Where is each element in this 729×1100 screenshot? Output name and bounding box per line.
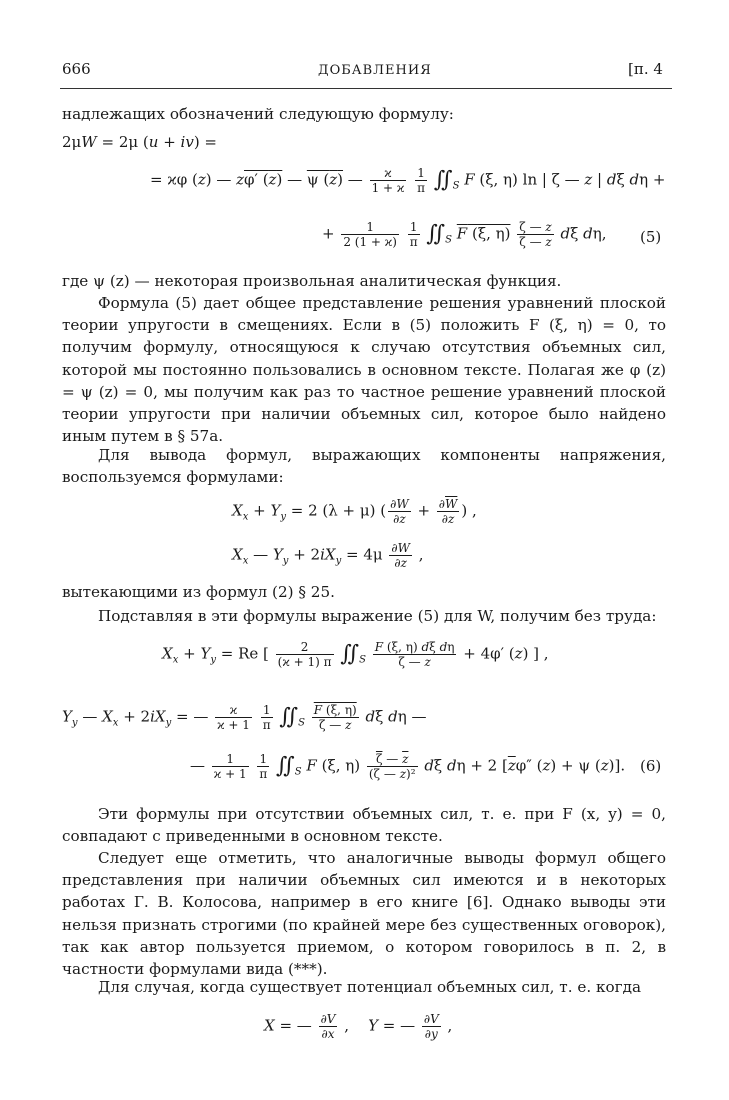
header-rule bbox=[60, 88, 672, 89]
equation-stress-diff: $X_x$ — $Y_y + 2iX_y = 4\mu$ $\frac{\partial W}{\partial\overline{z}}$ , bbox=[232, 541, 424, 570]
equation-5-line-2: = ϰφ (z) — zφ′ (z) — ψ (z) — $\frac{ϰ}{1 + ϰ}$ $\frac{1}{\pi}$ $∬_S$ F (ξ, η) ln | ζ — z | dξ dη + bbox=[150, 166, 666, 195]
paragraph-intro: надлежащих обозначений следующую формулу: bbox=[62, 105, 454, 123]
equation-5-line-3: + $\frac{1}{2 (1 + ϰ)}$ $\frac{1}{\pi}$ $∬_S$ F (ξ, η) $\frac{\zeta — z}{\overline{\zeta} — \overline{z}}$ dξ dη, bbox=[322, 220, 607, 249]
equation-potential: X = — $\frac{\partial V}{\partial x}$ , Y = — $\frac{\partial V}{\partial y}$ , bbox=[264, 1012, 453, 1041]
equation-result-sum: $X_x + Y_y = Re$ [ $\frac{2}{(ϰ + 1) \pi}$ $∬_S$ $\frac{\text{F (ξ, η) dξ dη}}{\zeta — z}$ + 4φ′ (z) ] , bbox=[162, 640, 549, 669]
equation-5-line-1: 2μW = 2μ (u + iv) = bbox=[62, 133, 218, 151]
equation-5-number: (5) bbox=[640, 228, 662, 246]
paragraph-from-formulas: вытекающими из формул (2) § 25. bbox=[62, 583, 335, 601]
paragraph-substituting: Подставляя в эти формулы выражение (5) для W, получим без труда: bbox=[98, 607, 657, 625]
running-title: ДОБАВЛЕНИЯ bbox=[318, 63, 432, 78]
paragraph-formula-5: Формула (5) дает общее представление решения уравнений плоской теории упругости в смещениях. Если в (5) положить F (ξ, η) = 0, то получим формулу, относящуюся к случаю отсутствия объемных сил, которой мы постоянно пользовались в основном тексте. Полагая же φ (z) = ψ (z) = 0, мы получим как раз то частное решение уравнений плоской теории упругости при наличии объемных сил, которое было найдено иным путем в § 57а. bbox=[62, 294, 666, 446]
section-marker: [п. 4 bbox=[628, 60, 663, 78]
equation-6-line-1: $Y_y$ — $X_x + 2iX_y$ = — $\frac{ϰ}{ϰ + 1}$ $\frac{1}{\pi}$ $∬_S$ $\frac{F (\xi, \eta)}{\zeta — z}$ dξ dη — bbox=[62, 703, 427, 732]
equation-stress-sum: $X_x + Y_y = 2$ (λ + μ) ( $\frac{\partial W}{\partial z}$ + $\frac{\partial\overline{W}}{\partial\overline{z}}$ ) , bbox=[232, 497, 477, 526]
paragraph-stress-derivation: Для вывода формул, выражающих компоненты напряжения, воспользуемся формулами: bbox=[62, 446, 666, 487]
page-number: 666 bbox=[62, 60, 91, 78]
paragraph-without-body-forces: Эти формулы при отсутствии объемных сил, т. е. при F (x, y) = 0, совпадают с приведенными в основном тексте. bbox=[62, 805, 666, 846]
paragraph-potential: Для случая, когда существует потенциал объемных сил, т. е. когда bbox=[98, 978, 641, 996]
equation-6-number: (6) bbox=[640, 757, 662, 775]
paragraph-psi: где ψ (z) — некоторая произвольная аналитическая функция. bbox=[62, 272, 562, 290]
paragraph-kolosov: Следует еще отметить, что аналогичные выводы формул общего представления при наличии объемных сил имеются и в некоторых работах Г. В. Колосова, например в его книге [6]. Однако выводы эти нельзя признать строгими (по крайней мере без существенных оговорок), так как автор пользуется приемом, о котором говорилось в п. 2, в частности формулами вида (***). bbox=[62, 849, 666, 979]
equation-6-line-2: — $\frac{1}{ϰ + 1}$ $\frac{1}{\pi}$ $∬_S$ F (ξ, η) $\frac{\overline{\zeta} — \overline{z}}{\text{(ζ — z)²}}$ dξ dη + 2 [$\overline{z}\varphi''$ (z) + ψ (z)]. bbox=[190, 752, 626, 781]
